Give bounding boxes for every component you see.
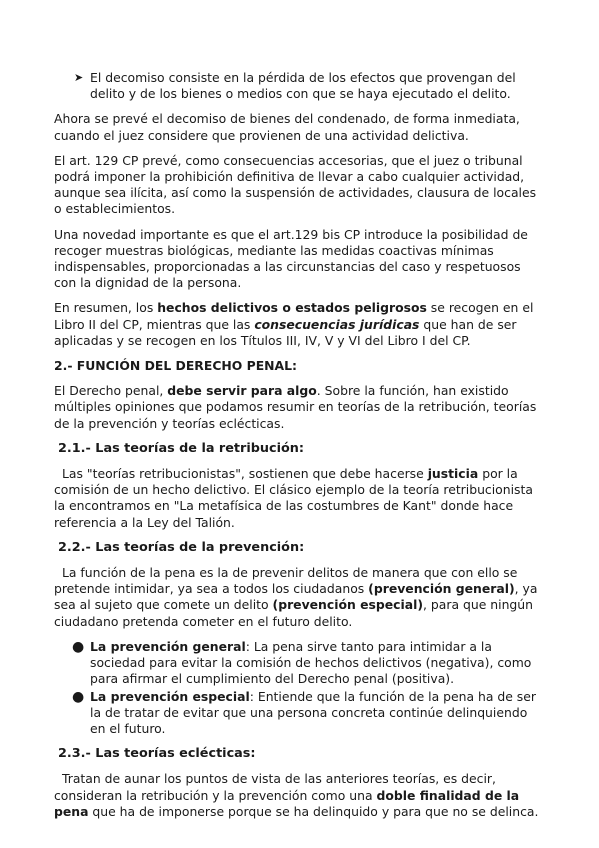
document-page <box>54 70 546 829</box>
prevention-list <box>54 639 546 737</box>
section-2-3-paragraph: Tratan de aunar los puntos de vista de las anteriores teorías, es decir, consideran la retribución y la prevención como una doble finalidad de la pena que ha de imponerse porque se ha delinquido y para que no se delinca. <box>54 771 539 819</box>
section-2-paragraph: El Derecho penal, debe servir para algo. Sobre la función, han existido múltiples opiniones que podamos resumir en teorías de la retribución, teorías de la prevención y teorías eclécticas. <box>54 383 537 431</box>
paragraph-resumen: En resumen, los hechos delictivos o estados peligrosos se recogen en el Libro II del CP, mientras que las consecuencias jurídicas que han de ser aplicadas y se recogen en los Títulos III, IV, V y VI del Libro I del CP. <box>54 300 534 348</box>
section-2-3-heading: 2.3.- Las teorías eclécticas: <box>58 746 256 762</box>
bullet-dot-icon: ● <box>72 688 85 705</box>
arrow-list-item <box>74 70 546 102</box>
bullet-dot-icon: ● <box>72 638 85 655</box>
list-item: ● La prevención general: La pena sirve tanto para intimidar a la sociedad para evitar la comisión de hechos delictivos (negativa), como para afirmar el cumplimiento del Derecho penal (positiva). <box>72 638 532 687</box>
arrow-bullet-icon: ➤ <box>74 71 84 84</box>
section-2-heading: 2.- FUNCIÓN DEL DERECHO PENAL: <box>54 358 297 374</box>
section-2-1-paragraph: Las "teorías retribucionistas", sostienen que debe hacerse justicia por la comisión de un hecho delictivo. El clásico ejemplo de la teoría retribucionista la encontramos en "La metafísica de las costumbres de Kant" donde hace referencia a la Ley del Talión. <box>54 466 533 530</box>
section-2-2-heading: 2.2.- Las teorías de la prevención: <box>58 539 305 555</box>
section-2-2-paragraph: La función de la pena es la de prevenir delitos de manera que con ello se pretende intimidar, ya sea a todos los ciudadanos (prevención general), ya sea al sujeto que comete un delito (prevención especial), para que ningún ciudadano pretenda cometer en el futuro delito. <box>54 565 538 629</box>
arrow-item-text: El decomiso consiste en la pérdida de los efectos que provengan del delito y de los bienes o medios con que se haya ejecutado el delito. <box>90 70 516 102</box>
bold-consecuencias: consecuencias jurídicas <box>254 316 420 332</box>
paragraph-art-129-bis: Una novedad importante es que el art.129 bis CP introduce la posibilidad de recoger muestras biológicas, mediante las medidas coactivas mínimas indispensables, proporcionadas a las circunstancias del caso y respetuosos con la dignidad de la persona. <box>54 226 528 291</box>
paragraph-decomiso: Ahora se prevé el decomiso de bienes del condenado, de forma inmediata, cuando el juez considere que provienen de una actividad delictiva. <box>54 111 520 143</box>
section-2-1-heading: 2.1.- Las teorías de la retribución: <box>58 440 304 456</box>
bold-hechos-delictivos: hechos delictivos o estados peligrosos <box>157 300 427 316</box>
paragraph-art-129: El art. 129 CP prevé, como consecuencias accesorias, que el juez o tribunal podrá imponer la prohibición definitiva de llevar a cabo cualquier actividad, aunque sea ilícita, así como la suspensión de actividades, clausura de locales o establecimientos. <box>54 152 537 217</box>
list-item: ● La prevención especial: Entiende que la función de la pena ha de ser la de tratar de evitar que una persona concreta continúe delinquiendo en el futuro. <box>72 688 536 736</box>
